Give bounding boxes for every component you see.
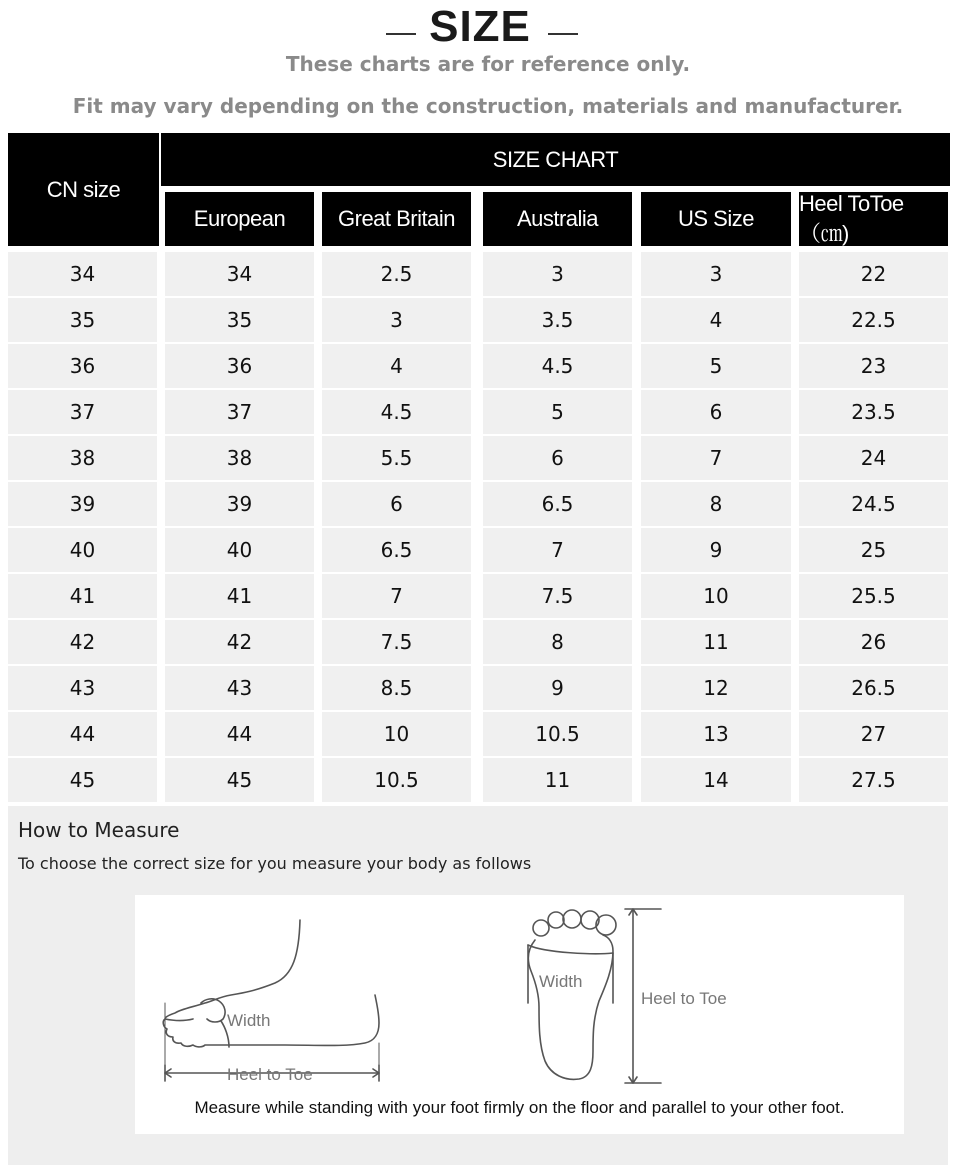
table-cell-cn-size: 44 (8, 712, 157, 756)
size-chart-header: SIZE CHART (161, 133, 950, 186)
table-cell-australia: 5 (483, 390, 632, 434)
side-length-label: Heel to Toe (227, 1065, 313, 1084)
table-cell-great-britain: 4 (322, 344, 471, 388)
table-cell-cn-size: 41 (8, 574, 157, 618)
table-cell-us-size: 5 (641, 344, 791, 388)
table-cell-heel-to-toe: 24 (799, 436, 948, 480)
table-cell-great-britain: 4.5 (322, 390, 471, 434)
table-cell-us-size: 6 (641, 390, 791, 434)
table-cell-australia: 10.5 (483, 712, 632, 756)
table-cell-cn-size: 36 (8, 344, 157, 388)
table-cell-heel-to-toe: 23.5 (799, 390, 948, 434)
table-cell-heel-to-toe: 24.5 (799, 482, 948, 526)
table-cell-european: 39 (165, 482, 314, 526)
table-cell-australia: 7 (483, 528, 632, 572)
table-cell-great-britain: 5.5 (322, 436, 471, 480)
side-foot-toe-line (165, 1019, 193, 1021)
table-cell-us-size: 8 (641, 482, 791, 526)
table-cell-european: 34 (165, 252, 314, 296)
table-cell-great-britain: 7 (322, 574, 471, 618)
table-cell-heel-to-toe: 25 (799, 528, 948, 572)
table-cell-european: 43 (165, 666, 314, 710)
how-to-measure-panel (8, 806, 948, 1165)
table-cell-european: 36 (165, 344, 314, 388)
table-cell-australia: 3.5 (483, 298, 632, 342)
table-cell-us-size: 3 (641, 252, 791, 296)
table-cell-european: 35 (165, 298, 314, 342)
column-header-us-size: US Size (641, 192, 791, 246)
table-cell-great-britain: 2.5 (322, 252, 471, 296)
subtitle-reference: These charts are for reference only. (285, 52, 691, 76)
title-block (0, 0, 960, 52)
column-header-heel-to-toe: Heel ToToe（㎝) (799, 192, 948, 246)
table-cell-cn-size: 42 (8, 620, 157, 664)
table-cell-cn-size: 37 (8, 390, 157, 434)
table-cell-us-size: 10 (641, 574, 791, 618)
table-cell-european: 42 (165, 620, 314, 664)
table-cell-european: 44 (165, 712, 314, 756)
table-cell-great-britain: 3 (322, 298, 471, 342)
table-cell-heel-to-toe: 27 (799, 712, 948, 756)
table-cell-us-size: 12 (641, 666, 791, 710)
table-cell-australia: 6.5 (483, 482, 632, 526)
subtitle-fit: Fit may vary depending on the construction, materials and manufacturer. (72, 94, 904, 118)
table-cell-australia: 9 (483, 666, 632, 710)
table-cell-great-britain: 6.5 (322, 528, 471, 572)
table-cell-us-size: 11 (641, 620, 791, 664)
table-cell-european: 37 (165, 390, 314, 434)
table-cell-australia: 6 (483, 436, 632, 480)
table-cell-heel-to-toe: 27.5 (799, 758, 948, 802)
table-cell-cn-size: 43 (8, 666, 157, 710)
table-cell-heel-to-toe: 26.5 (799, 666, 948, 710)
table-cell-great-britain: 7.5 (322, 620, 471, 664)
table-cell-european: 45 (165, 758, 314, 802)
table-cell-us-size: 4 (641, 298, 791, 342)
table-cell-us-size: 9 (641, 528, 791, 572)
table-cell-european: 40 (165, 528, 314, 572)
measure-caption: Measure while standing with your foot firmly on the floor and parallel to your other foot. (194, 1098, 845, 1117)
measurement-illustration (135, 895, 904, 1134)
table-cell-us-size: 13 (641, 712, 791, 756)
table-cell-great-britain: 10.5 (322, 758, 471, 802)
how-to-measure-title: How to Measure (18, 818, 180, 842)
table-cell-great-britain: 6 (322, 482, 471, 526)
column-header-great-britain: Great Britain (322, 192, 471, 246)
table-cell-australia: 3 (483, 252, 632, 296)
side-foot-outline (163, 920, 379, 1047)
how-to-measure-subtitle: To choose the correct size for you measure your body as follows (18, 854, 532, 873)
table-cell-heel-to-toe: 25.5 (799, 574, 948, 618)
sole-outline (528, 935, 613, 1079)
column-header-australia: Australia (483, 192, 632, 246)
column-header-european: European (165, 192, 314, 246)
table-cell-us-size: 7 (641, 436, 791, 480)
table-cell-heel-to-toe: 26 (799, 620, 948, 664)
sole-width-label: Width (539, 972, 583, 991)
sole-length-label: Heel to Toe (641, 989, 727, 1008)
table-cell-european: 38 (165, 436, 314, 480)
table-cell-australia: 11 (483, 758, 632, 802)
table-cell-cn-size: 38 (8, 436, 157, 480)
table-cell-cn-size: 39 (8, 482, 157, 526)
title-dash-right (548, 33, 578, 35)
table-cell-australia: 7.5 (483, 574, 632, 618)
table-cell-cn-size: 45 (8, 758, 157, 802)
table-cell-heel-to-toe: 23 (799, 344, 948, 388)
table-cell-australia: 4.5 (483, 344, 632, 388)
table-cell-us-size: 14 (641, 758, 791, 802)
page-title: SIZE (429, 2, 531, 51)
table-cell-cn-size: 34 (8, 252, 157, 296)
table-cell-cn-size: 35 (8, 298, 157, 342)
table-cell-great-britain: 10 (322, 712, 471, 756)
table-cell-european: 41 (165, 574, 314, 618)
table-cell-cn-size: 40 (8, 528, 157, 572)
table-cell-heel-to-toe: 22 (799, 252, 948, 296)
side-width-label: Width (227, 1011, 271, 1030)
table-cell-great-britain: 8.5 (322, 666, 471, 710)
table-cell-australia: 8 (483, 620, 632, 664)
column-header-cn-size: CN size (8, 133, 159, 246)
table-cell-heel-to-toe: 22.5 (799, 298, 948, 342)
